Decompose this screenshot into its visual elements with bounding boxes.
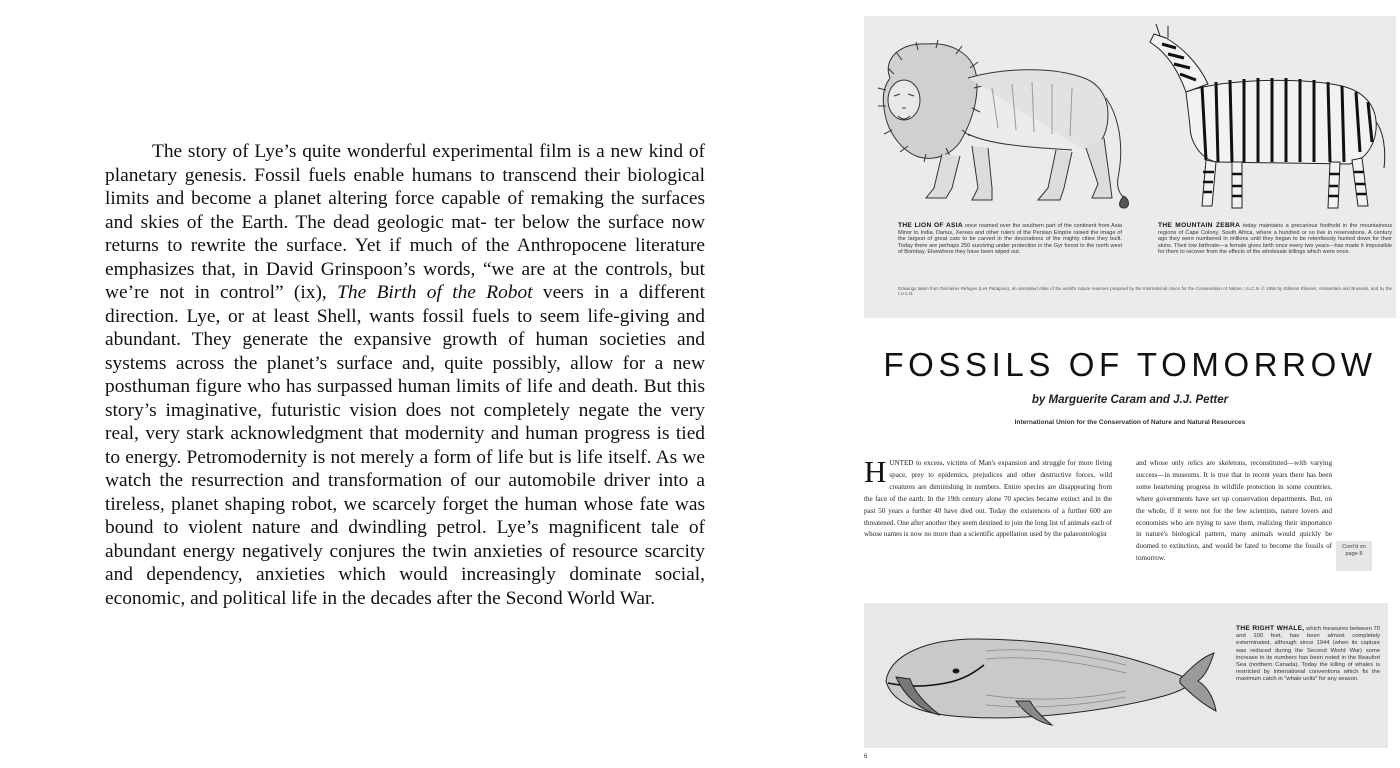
whale-caption-heading: THE RIGHT WHALE, — [1236, 625, 1305, 632]
article-affiliation: International Union for the Conservation of Nature and Natural Resources — [1014, 419, 1246, 426]
whale-caption — [1236, 625, 1380, 684]
whale-illustration-panel — [864, 603, 1388, 748]
film-title: The Birth of the Robot — [337, 282, 533, 303]
article-byline: by Marguerite Caram and J.J. Petter — [1031, 394, 1229, 406]
essay-line: of the Anthropocene literature emphasizes that, in David Grinspoon’s — [105, 235, 705, 280]
zebra-caption — [1158, 223, 1392, 256]
whale-illustration — [876, 625, 1224, 735]
essay-line: veers in a different direction. Lye, or at least Shell, — [105, 282, 705, 327]
essay-line: The story of Lye’s quite wonderful experimental film is a new — [152, 141, 643, 162]
whale-caption-body: which measures between 70 and 100 feet, has been almost completely exterminated, although since 1944 (when its capture was reduced during the Second World War) some increase in its numbers has been noted in the Beaufort Sea (northern Canada). Today the killing of whales is restricted by international conventions which fix the maximum catch in "whale units" for any season. — [1236, 626, 1380, 683]
column-1-text: UNTED to excess, victims of Man's expansion and struggle for more living space, prey to epidemics, prejudices and other destructive forces, wild creatures are diminishing in numbers. Entire species are disappearing from the face of the earth. In the 19th century alone 70 species became extinct and in the past 50 years a further 40 have died out. Today the existences of a further 600 are threatened. One after another they seem destined to join the long list of animals each of whose names is now no more than a scientific appellation used by the palaeontologist — [864, 459, 1112, 539]
scanned-magazine-page — [858, 0, 1400, 768]
animal-illustrations-panel — [864, 16, 1396, 318]
essay-paragraph — [105, 140, 705, 610]
column-2-text: and whose only relics are skeletons, reconstituted—with varying success—in museums. It is true that in recent years there has been some heartening progress in wildlife protection in some countries, where governments have set up conservation departments. But, on the whole, if it were not for the few scientists, nature lovers and economists who are trying to save them, realizing their importance in nature's biological pattern, many animals would quickly be doomed to extinction, and would be fated to become the fossils of tomorrow. — [1136, 459, 1332, 563]
drop-cap: H — [864, 454, 887, 489]
lion-caption — [898, 223, 1122, 256]
page-number: 6 — [864, 754, 868, 760]
zebra-illustration — [1146, 22, 1392, 216]
lion-caption-body: once roamed over the southern part of the continent from Asia Minor to India. Darius, Xerxes and other rulers of the Persian Empire raised the image of the largest of great cats to be carved in the decorations of the mighty cities they built. Today there are perhaps 250 surviving under protection in the Gyr forest to the north west of Bombay. Elsewhere they have been wiped out. — [898, 223, 1122, 256]
essay-rest: wants fossil fuels to seem life-giving and abundant. They generate the expansive growth of human societies and systems across the planet’s surface and, quite possibly, allow for a new posthuman figure who has surpassed human limits of life and death. But this story’s imaginative, futuristic vision does not completely negate the very real, very stark acknowledgment that modernity and human progress is tied to energy. Petromodernity is not merely a form of life but is life itself. As we watch the resurrection and transformation of our automobile driver into a tireless, planet shaping robot, we scarcely forget the human whose fate was bound to violent nature and dwindling petrol. Lye’s magnificent tale of abundant energy negatively conjures the twin anxieties of resource scarcity and dependency, anxieties which would increasingly dominate social, economic, and political life in the decades after the Second World War. — [105, 305, 705, 609]
essay-line: words, “we are at the controls, but we’re not in control” (ix), — [105, 258, 705, 303]
lion-caption-heading: THE LION OF ASIA — [898, 222, 963, 229]
article-column-1 — [864, 454, 1112, 541]
zebra-caption-heading: THE MOUNTAIN ZEBRA — [1158, 222, 1241, 229]
article-title: FOSSILS OF TOMORROW — [883, 346, 1377, 383]
lion-illustration — [872, 38, 1134, 214]
zebra-caption-body: today maintains a precarious foothold in the mountainous regions of Cape Colony, South Africa, where a hundred or so live in reservations. A century ago they were numbered in millions until they began to be relentlessly hunted down for their skins. Their low birthrate—a female gives birth once every two years—has made it impossible for them to recover from the effects of the wholesale killings which were once. — [1158, 223, 1392, 256]
essay-line: ter below the surface now returns to rewrite the surface. Yet if much — [105, 211, 705, 256]
essay-line: kind of planetary genesis. Fossil fuels enable humans to transcend — [105, 141, 705, 186]
essay-text — [105, 140, 705, 610]
essay-line: remaking the surfaces and skies of the Earth. The dead geologic mat- — [105, 188, 705, 233]
essay-line: their biological limits and become a planet altering force capable of — [105, 164, 705, 209]
drawings-credit: Drawings taken from Dernières Refuges (Les Paragons), an annotated Atlas of the world's nature reserves prepared by the International Union for the Conservation of Nature, I.U.C.N. © 1956 by Editions Elsevier, Amsterdam and Brussels, and by the I.U.C.N. — [898, 286, 1392, 297]
continued-note: Cont'd on page 8 — [1336, 541, 1372, 571]
